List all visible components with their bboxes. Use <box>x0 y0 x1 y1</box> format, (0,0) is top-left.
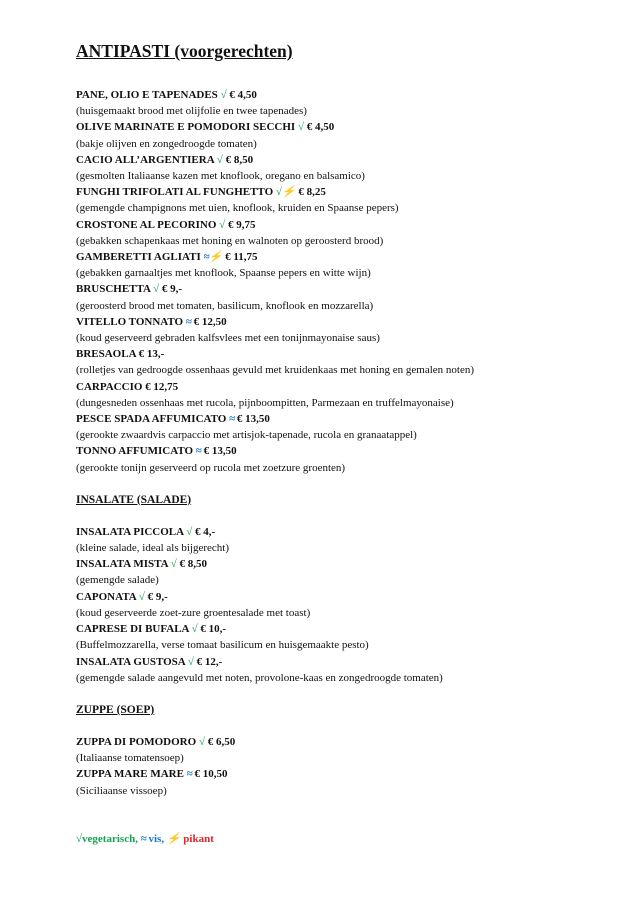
dish-price: € 9,- <box>161 283 183 296</box>
menu-item-line <box>76 379 626 395</box>
insalate-heading: INSALATE (SALADE) <box>76 493 192 506</box>
menu-item-line <box>76 734 626 750</box>
dish-description: (koud geserveerde zoet-zure groentesalade met toast) <box>76 606 311 619</box>
menu-item <box>76 119 626 151</box>
page-title: ANTIPASTI (voorgerechten) <box>76 41 293 61</box>
dish-price: € 9,75 <box>227 218 256 231</box>
menu-item <box>76 589 626 621</box>
dish-description: (kleine salade, ideal als bijgerecht) <box>76 542 230 555</box>
dish-name: INSALATA PICCOLA <box>76 525 184 538</box>
dish-description: (dungesneden ossenhaas met rucola, pijnboompitten, Parmezaan en truffelmayonaise) <box>76 396 454 409</box>
zuppe-heading: ZUPPE (SOEP) <box>76 703 155 716</box>
dish-description: (Buffelmozzarella, verse tomaat basilicum en huisgemaakte pesto) <box>76 639 369 652</box>
vegetarian-icon: √ <box>187 655 194 668</box>
menu-item-line <box>76 556 626 572</box>
dish-name: BRESAOLA <box>76 348 136 361</box>
dish-price: € 11,75 <box>225 251 258 264</box>
dish-name: BRUSCHETTA <box>76 283 151 296</box>
vegetarian-icon: √ <box>275 186 282 199</box>
dish-price: € 10,50 <box>194 768 228 781</box>
menu-item <box>76 734 626 766</box>
dish-price: € 6,50 <box>207 735 236 748</box>
zuppe-section <box>76 734 626 799</box>
menu-item-line <box>76 87 626 103</box>
dish-description: (koud geserveerd gebraden kalfsvlees met een tonijnmayonaise saus) <box>76 332 380 345</box>
dish-description: (gebakken garnaaltjes met knoflook, Spaanse pepers en witte wijn) <box>76 267 371 280</box>
dish-description: (gemengde champignons met uien, knoflook, kruiden en Spaanse pepers) <box>76 202 399 215</box>
dish-price: € 8,50 <box>225 153 254 166</box>
dish-name: CAPONATA <box>76 590 137 603</box>
menu-item-line <box>76 766 626 782</box>
menu-item <box>76 621 626 653</box>
dish-name: ZUPPA DI POMODORO <box>76 735 197 748</box>
menu-item <box>76 87 626 119</box>
dish-price: € 4,50 <box>306 121 335 134</box>
dish-description: (gebakken schapenkaas met honing en walnoten op geroosterd brood) <box>76 234 384 247</box>
menu-item-line <box>76 443 626 459</box>
vegetarian-icon: √ <box>138 590 145 603</box>
dish-description: (Siciliaanse vissoep) <box>76 784 167 797</box>
vegetarian-icon: √ <box>297 121 305 134</box>
dish-name: CROSTONE AL PECORINO <box>76 218 217 231</box>
fish-icon: ≈ <box>195 445 201 458</box>
menu-item-line <box>76 281 626 297</box>
dish-name: ZUPPA MARE MARE <box>76 768 184 781</box>
menu-page <box>76 40 626 847</box>
dish-description: (gemengde salade) <box>76 574 159 587</box>
vegetarian-icon: √ <box>220 89 227 101</box>
dish-name: FUNGHI TRIFOLATI AL FUNGHETTO <box>76 186 274 199</box>
menu-item-line <box>76 654 626 670</box>
vegetarian-icon: √ <box>219 218 226 231</box>
dish-description: (gesmolten Italiaanse kazen met knoflook, oregano en balsamico) <box>76 170 365 183</box>
dish-description: (bakje olijven en zongedroogde tomaten) <box>76 137 257 150</box>
spicy-icon: ⚡ <box>208 251 223 264</box>
dish-description: (rolletjes van gedroogde ossenhaas gevuld met kruidenkaas met honing en gemalen noten) <box>76 364 475 377</box>
insalate-section <box>76 524 626 686</box>
legend-hot-label: pikant <box>183 832 214 845</box>
dish-price: € 12,- <box>196 655 223 668</box>
menu-item-line <box>76 524 626 540</box>
dish-price: € 9,- <box>147 590 168 603</box>
menu-item <box>76 152 626 184</box>
vegetarian-icon: √ <box>186 525 193 538</box>
dish-price: € 10,- <box>200 623 227 636</box>
dish-price: € 12,50 <box>193 315 227 328</box>
menu-item <box>76 766 626 798</box>
menu-item-line <box>76 314 626 330</box>
fish-icon: ≈ <box>203 251 209 264</box>
menu-item <box>76 524 626 556</box>
antipasti-section <box>76 87 626 476</box>
legend <box>76 831 626 847</box>
menu-item <box>76 281 626 313</box>
dish-description: (gerookte tonijn geserveerd op rucola met zoetzure groenten) <box>76 461 346 474</box>
dish-price: € 4,50 <box>229 89 257 101</box>
dish-price: € 13,50 <box>203 445 237 458</box>
dish-price: € 13,- <box>138 348 165 361</box>
menu-item <box>76 443 626 475</box>
vegetarian-icon: √ <box>170 558 177 571</box>
dish-name: TONNO AFFUMICATO <box>76 445 194 458</box>
menu-item <box>76 217 626 249</box>
dish-price: € 8,50 <box>179 558 208 571</box>
vegetarian-icon: √ <box>216 153 223 166</box>
spicy-icon: ⚡ <box>281 186 296 199</box>
menu-item-line <box>76 621 626 637</box>
dish-description: (gerookte zwaardvis carpaccio met artisjok-tapenade, rucola en granaatappel) <box>76 429 417 442</box>
menu-item-line <box>76 184 626 200</box>
dish-description: (huisgemaakt brood met olijfolie en twee tapenades) <box>76 105 307 118</box>
menu-item <box>76 249 626 281</box>
dish-name: GAMBERETTI AGLIATI <box>76 251 201 264</box>
dish-name: INSALATA GUSTOSA <box>76 655 186 668</box>
dish-name: OLIVE MARINATE E POMODORI SECCHI <box>76 121 296 134</box>
menu-item <box>76 411 626 443</box>
fish-icon: ≈ <box>186 768 192 781</box>
menu-item <box>76 556 626 588</box>
dish-name: CAPRESE DI BUFALA <box>76 623 189 636</box>
dish-name: PESCE SPADA AFFUMICATO <box>76 413 227 426</box>
spicy-icon: ⚡ <box>166 832 181 845</box>
menu-item-line <box>76 346 626 362</box>
dish-name: CACIO ALL’ARGENTIERA <box>76 153 215 166</box>
menu-item <box>76 184 626 216</box>
menu-item-line <box>76 249 626 265</box>
menu-item-line <box>76 589 626 605</box>
vegetarian-icon: √ <box>191 623 198 636</box>
dish-price: € 13,50 <box>236 413 270 426</box>
dish-description: (Italiaanse tomatensoep) <box>76 752 184 765</box>
dish-price: € 8,25 <box>298 186 326 199</box>
dish-description: (gemengde salade aangevuld met noten, provolone-kaas en zongedroogde tomaten) <box>76 671 443 684</box>
menu-item <box>76 654 626 686</box>
fish-icon: ≈ <box>185 315 191 328</box>
menu-item <box>76 379 626 411</box>
legend-veg-label: vegetarisch, <box>82 832 138 845</box>
menu-item-line <box>76 152 626 168</box>
menu-item <box>76 346 626 378</box>
dish-description: (geroosterd brood met tomaten, basilicum, knoflook en mozzarella) <box>76 299 374 312</box>
vegetarian-icon: √ <box>153 283 160 296</box>
menu-item-line <box>76 119 626 135</box>
legend-fish-label: vis, <box>148 832 165 845</box>
menu-item-line <box>76 411 626 427</box>
dish-name: INSALATA MISTA <box>76 558 168 571</box>
fish-icon: ≈ <box>140 832 146 845</box>
dish-name: PANE, OLIO E TAPENADES <box>76 89 218 101</box>
menu-item <box>76 314 626 346</box>
fish-icon: ≈ <box>229 413 235 426</box>
dish-name: VITELLO TONNATO <box>76 315 184 328</box>
vegetarian-icon: √ <box>76 832 83 845</box>
dish-price: € 12,75 <box>145 380 179 393</box>
menu-item-line <box>76 217 626 233</box>
dish-price: € 4,- <box>195 525 216 538</box>
dish-name: CARPACCIO <box>76 380 143 393</box>
vegetarian-icon: √ <box>198 735 205 748</box>
